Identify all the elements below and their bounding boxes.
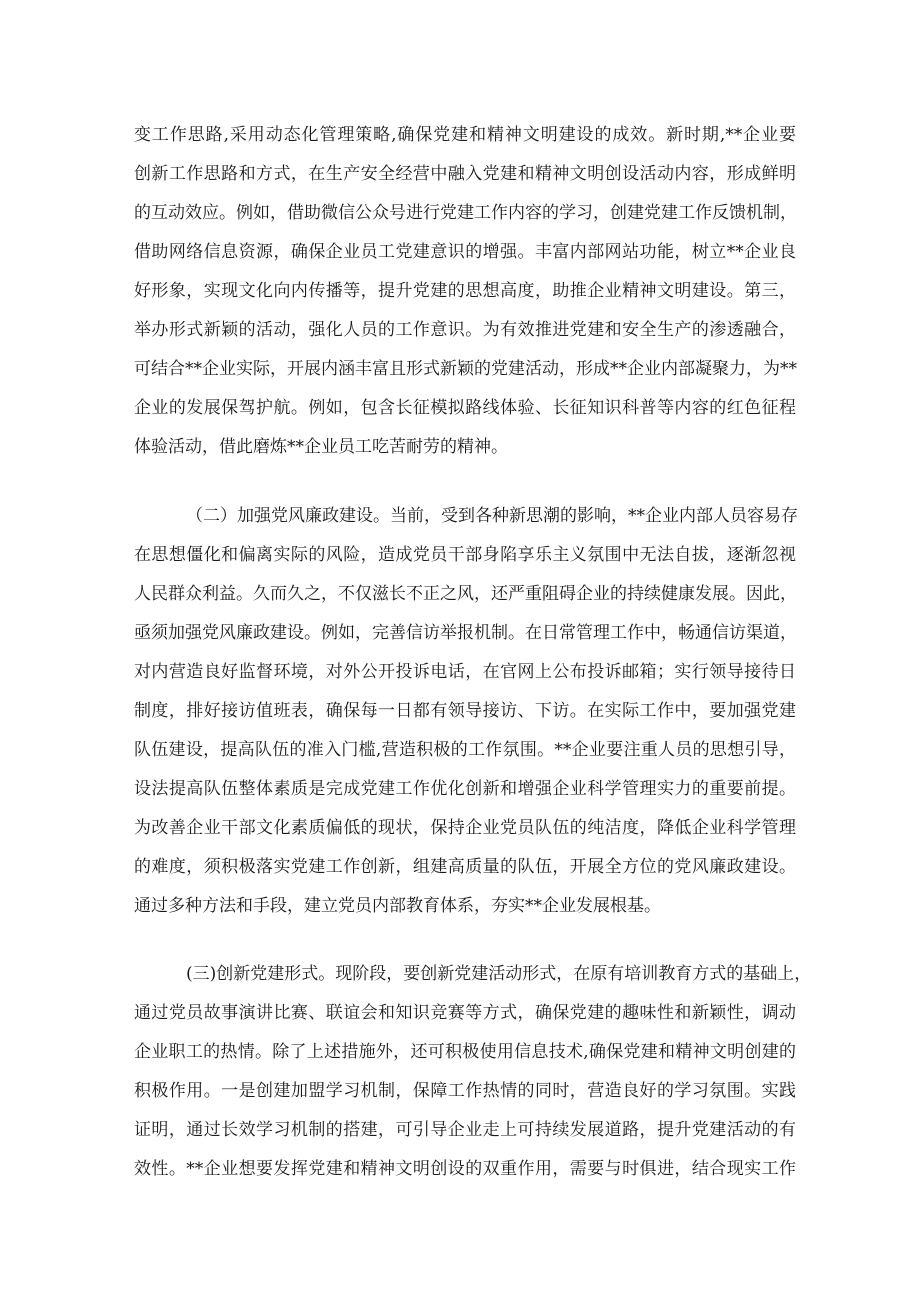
text-line: 体验活动，借此磨炼**企业员工吃苦耐劳的精神。 [134,437,508,457]
text-line: 设法提高队伍整体素质是完成党建工作优化创新和增强企业科学管理实力的重要前提。 [134,779,796,799]
text-line: 效性。**企业想要发挥党建和精神文明创设的双重作用，需要与时俱进，结合现实工作 [134,1159,796,1179]
text-line: 证明，通过长效学习机制的搭建，可引导企业走上可持续发展道路，提升党建活动的有 [134,1120,796,1140]
text-line: 变工作思路,采用动态化管理策略,确保党建和精神文明建设的成效。新时期,**企业要 [134,125,796,145]
text-line: 的互动效应。例如，借助微信公众号进行党建工作内容的学习，创建党建工作反馈机制， [134,203,797,223]
text-line: 在思想僵化和偏离实际的风险，造成党员干部身陷享乐主义氛围中无法自拔，逐渐忽视 [134,545,796,565]
text-line: 借助网络信息资源，确保企业员工党建意识的增强。丰富内部网站功能，树立**企业良 [134,242,796,262]
text-line: 的难度，须积极落实党建工作创新，组建高质量的队伍，开展全方位的党风廉政建设。 [134,857,796,877]
text-line: 积极作用。一是创建加盟学习机制，保障工作热情的同时，营造良好的学习氛围。实践 [134,1081,796,1101]
text-line: 好形象，实现文化向内传播等，提升党建的思想高度，助推企业精神文明建设。第三， [134,281,796,301]
text-line: 举办形式新颖的活动，强化人员的工作意识。为有效推进党建和安全生产的渗透融合， [134,320,796,340]
text-line: 为改善企业干部文化素质偏低的现状，保持企业党员队伍的纯洁度，降低企业科学管理 [134,818,796,838]
text-line: 企业的发展保驾护航。例如，包含长征模拟路线体验、长征知识科普等内容的红色征程 [134,398,796,418]
section-heading-line: (三)创新党建形式。现阶段，要创新党建活动形式，在原有培训教育方式的基础上， [186,964,812,984]
text-line: 企业职工的热情。除了上述措施外，还可积极使用信息技术,确保党建和精神文明创建的 [134,1042,796,1062]
text-line: 队伍建设，提高队伍的准入门槛,营造积极的工作氛围。**企业要注重人员的思想引导， [134,740,796,760]
text-line: 可结合**企业实际，开展内涵丰富且形式新颖的党建活动，形成**企业内部凝聚力，为** [134,359,797,379]
text-line: 制度，排好接访值班表，确保每一日都有领导接访、下访。在实际工作中，要加强党建 [134,701,796,721]
text-line: 人民群众利益。久而久之，不仅滋长不正之风，还严重阻碍企业的持续健康发展。因此， [134,584,797,604]
section-heading-line: （二）加强党风廉政建设。当前，受到各种新思潮的影响，**企业内部人员容易存 [186,506,798,526]
text-line: 创新工作思路和方式，在生产安全经营中融入党建和精神文明创设活动内容，形成鲜明 [134,164,796,184]
text-line: 对内营造良好监督环境，对外公开投诉电话，在官网上公布投诉邮箱；实行领导接待日 [134,662,796,682]
paragraph-innovation [134,955,812,1191]
text-line: 亟须加强党风廉政建设。例如，完善信访举报机制。在日常管理工作中，畅通信访渠道， [134,623,797,643]
text-line: 通过党员故事演讲比赛、联谊会和知识竞赛等方式，确保党建的趣味性和新颖性，调动 [134,1003,796,1023]
paragraph-party-building-activities [134,116,796,466]
text-line: 通过多种方法和手段，建立党员内部教育体系，夯实**企业发展根基。 [134,896,661,916]
paragraph-anti-corruption [134,497,796,925]
